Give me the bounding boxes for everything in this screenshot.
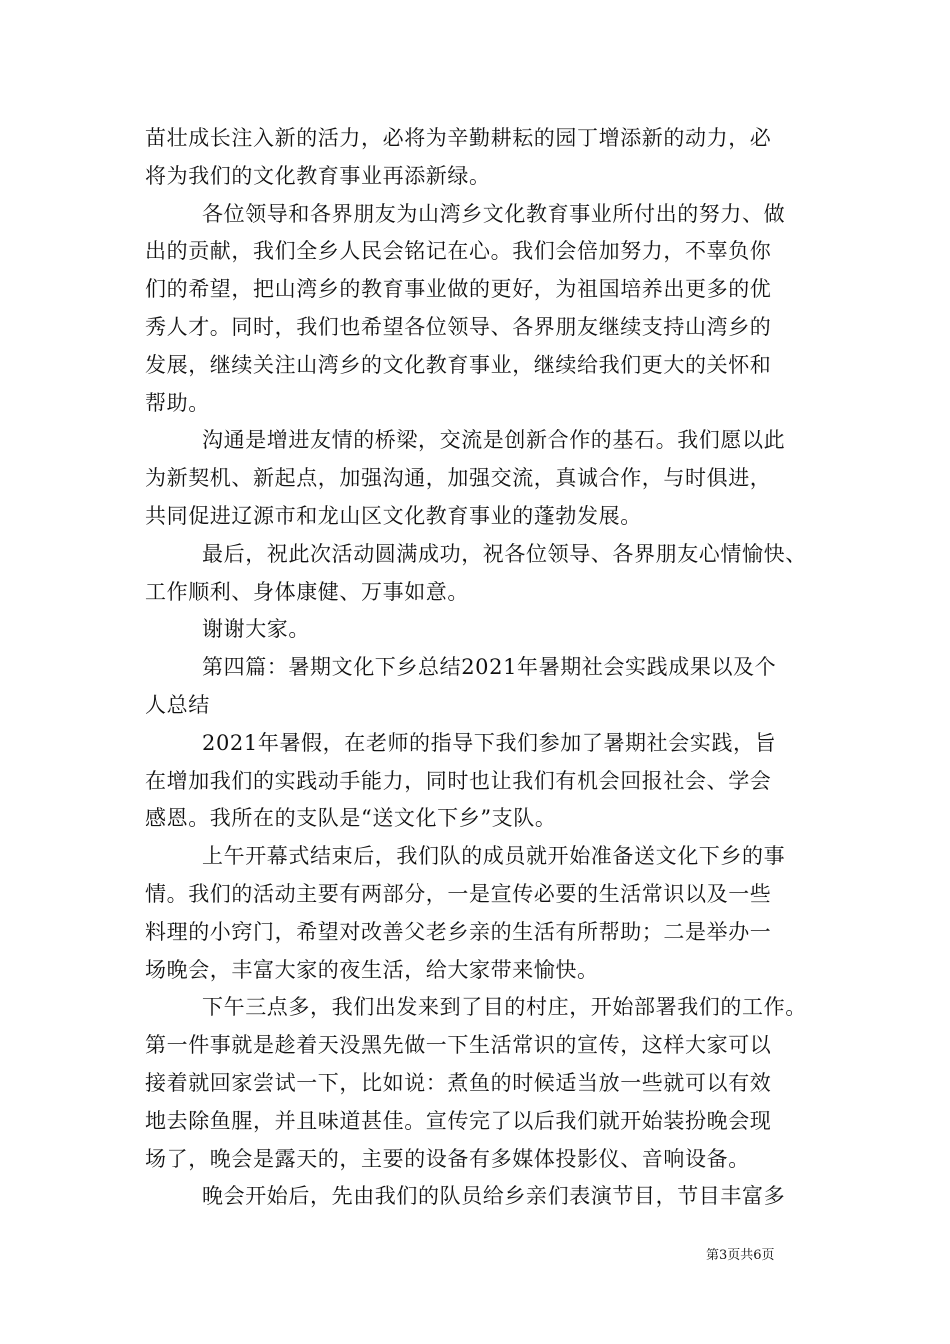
section-heading: 人总结 — [145, 692, 210, 717]
text-line: 料理的小窍门，希望对改善父老乡亲的生活有所帮助；二是举办一 — [145, 919, 772, 944]
text-line: 沟通是增进友情的桥梁，交流是创新合作的基石。我们愿以此 — [202, 428, 786, 453]
text-line: 将为我们的文化教育事业再添新绿。 — [145, 163, 491, 188]
text-line: 共同促进辽源市和龙山区文化教育事业的蓬勃发展。 — [145, 503, 642, 528]
document-body — [145, 120, 815, 1216]
section-heading: 第四篇：暑期文化下乡总结2021年暑期社会实践成果以及个 — [202, 655, 777, 680]
text-line: 谢谢大家。 — [202, 617, 310, 642]
text-line: 秀人才。同时，我们也希望各位领导、各界朋友继续支持山湾乡的 — [145, 314, 772, 339]
text-line: 场晚会，丰富大家的夜生活，给大家带来愉快。 — [145, 957, 599, 982]
text-line: 在增加我们的实践动手能力，同时也让我们有机会回报社会、学会 — [145, 768, 772, 793]
text-line: 出的贡献，我们全乡人民会铭记在心。我们会倍加努力，不辜负你 — [145, 239, 772, 264]
text-line: 下午三点多，我们出发来到了目的村庄，开始部署我们的工作。 — [202, 995, 807, 1020]
text-line: 最后，祝此次活动圆满成功，祝各位领导、各界朋友心情愉快、 — [202, 541, 807, 566]
text-line: 上午开幕式结束后，我们队的成员就开始准备送文化下乡的事 — [202, 844, 786, 869]
text-line: 为新契机、新起点，加强沟通，加强交流，真诚合作，与时俱进， — [145, 466, 772, 491]
text-line: 地去除鱼腥，并且味道甚佳。宣传完了以后我们就开始装扮晚会现 — [145, 1108, 772, 1133]
text-line: 发展，继续关注山湾乡的文化教育事业，继续给我们更大的关怀和 — [145, 352, 772, 377]
text-line: 接着就回家尝试一下，比如说：煮鱼的时候适当放一些就可以有效 — [145, 1070, 772, 1095]
text-line: 苗壮成长注入新的活力，必将为辛勤耕耘的园丁增添新的动力，必 — [145, 126, 772, 150]
page-number: 第3页共6页 — [706, 1248, 775, 1263]
text-line: 晚会开始后，先由我们的队员给乡亲们表演节目，节目丰富多 — [202, 1184, 786, 1209]
text-line: 帮助。 — [145, 390, 210, 415]
text-line: 第一件事就是趁着天没黑先做一下生活常识的宣传，这样大家可以 — [145, 1033, 772, 1058]
text-line: 2021年暑假，在老师的指导下我们参加了暑期社会实践，旨 — [202, 730, 777, 755]
text-line: 场了，晚会是露天的，主要的设备有多媒体投影仪、音响设备。 — [145, 1146, 750, 1171]
text-line: 各位领导和各界朋友为山湾乡文化教育事业所付出的努力、做 — [202, 201, 786, 226]
text-line: 工作顺利、身体康健、万事如意。 — [145, 579, 469, 604]
text-line: 情。我们的活动主要有两部分，一是宣传必要的生活常识以及一些 — [145, 881, 772, 906]
text-line: 感恩。我所在的支队是“送文化下乡”支队。 — [145, 806, 557, 831]
text-line: 们的希望，把山湾乡的教育事业做的更好，为祖国培养出更多的优 — [145, 277, 772, 302]
